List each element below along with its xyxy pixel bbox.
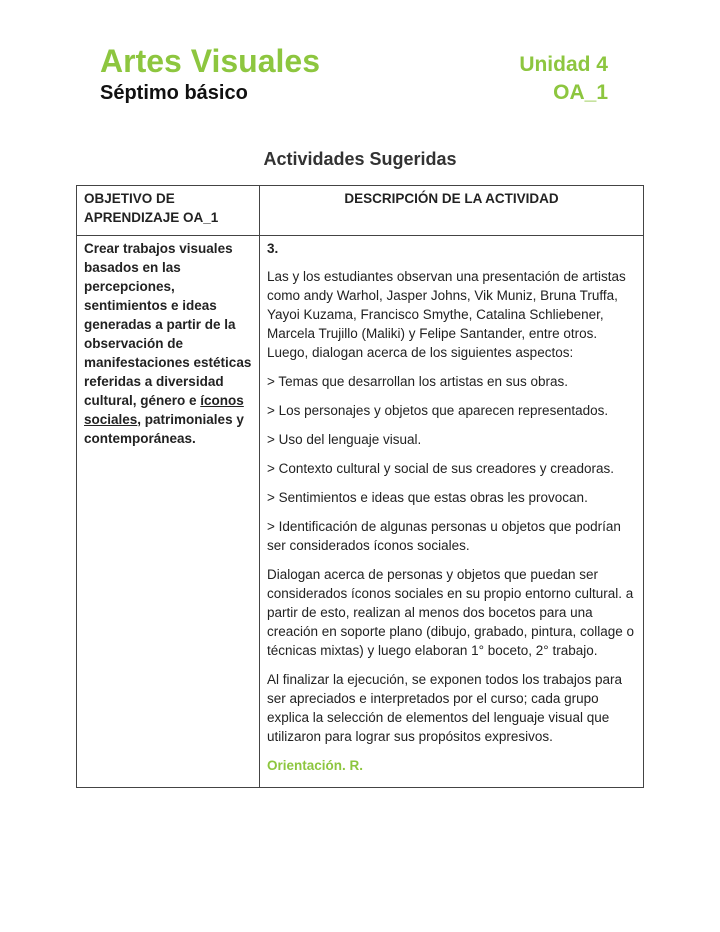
objective-column-header: OBJETIVO DE APRENDIZAJE OA_1 — [77, 186, 260, 236]
objective-text: Crear trabajos visuales basados en las percepciones, sentimientos e ideas generadas a partir de la observación de manifestaciones estéticas referidas a diversidad cultural, género e — [84, 241, 252, 408]
activity-aspect-item: > Temas que desarrollan los artistas en sus obras. — [267, 374, 569, 389]
orientation-note: Orientación. R. — [267, 758, 364, 773]
table-row — [77, 236, 644, 788]
objective-text-end: , patrimoniales y contemporáneas. — [84, 412, 244, 446]
grade-label: Séptimo básico — [100, 82, 248, 104]
activity-number: 3. — [267, 241, 279, 256]
activity-aspect-item: > Contexto cultural y social de sus creadores y creadoras. — [267, 461, 615, 476]
objective-cell — [77, 236, 260, 788]
section-title: Actividades Sugeridas — [263, 149, 457, 169]
table-header-row — [77, 186, 644, 236]
subject-title: Artes Visuales — [100, 43, 320, 79]
activities-table — [76, 185, 644, 788]
activity-aspect-item: > Los personajes y objetos que aparecen representados. — [267, 403, 609, 418]
objective-code: OA_1 — [553, 81, 608, 104]
description-cell — [260, 236, 644, 788]
unit-label: Unidad 4 — [519, 53, 608, 76]
activity-aspect-item: > Sentimientos e ideas que estas obras les provocan. — [267, 490, 588, 505]
activity-paragraph: Al finalizar la ejecución, se exponen todos los trabajos para ser apreciados e interpretados por el curso; cada grupo explica la selección de elementos del lenguaje visual que utilizaron para lograr sus propósitos expresivos. — [267, 672, 622, 744]
description-column-header: DESCRIPCIÓN DE LA ACTIVIDAD — [260, 186, 644, 236]
iconos-sociales-link[interactable]: íconos sociales — [84, 393, 244, 427]
activity-paragraph: Las y los estudiantes observan una presentación de artistas como andy Warhol, Jasper Johns, Vik Muniz, Bruna Truffa, Yayoi Kuzama, Francisco Smythe, Catalina Schliebener, Marcela Trujillo (Maliki) y Felipe Santander, entre otros. Luego, dialogan acerca de los siguientes aspectos: — [267, 269, 626, 360]
activity-aspect-item: > Identificación de algunas personas u objetos que podrían ser considerados íconos sociales. — [267, 519, 621, 553]
activity-aspect-item: > Uso del lenguaje visual. — [267, 432, 422, 447]
activity-paragraph: Dialogan acerca de personas y objetos que puedan ser considerados íconos sociales en su propio entorno cultural. a partir de esto, realizan al menos dos bocetos para una creación en soporte plano (dibujo, grabado, pintura, collage o técnicas mixtas) y luego elaboran 1° boceto, 2° trabajo. — [267, 567, 634, 658]
